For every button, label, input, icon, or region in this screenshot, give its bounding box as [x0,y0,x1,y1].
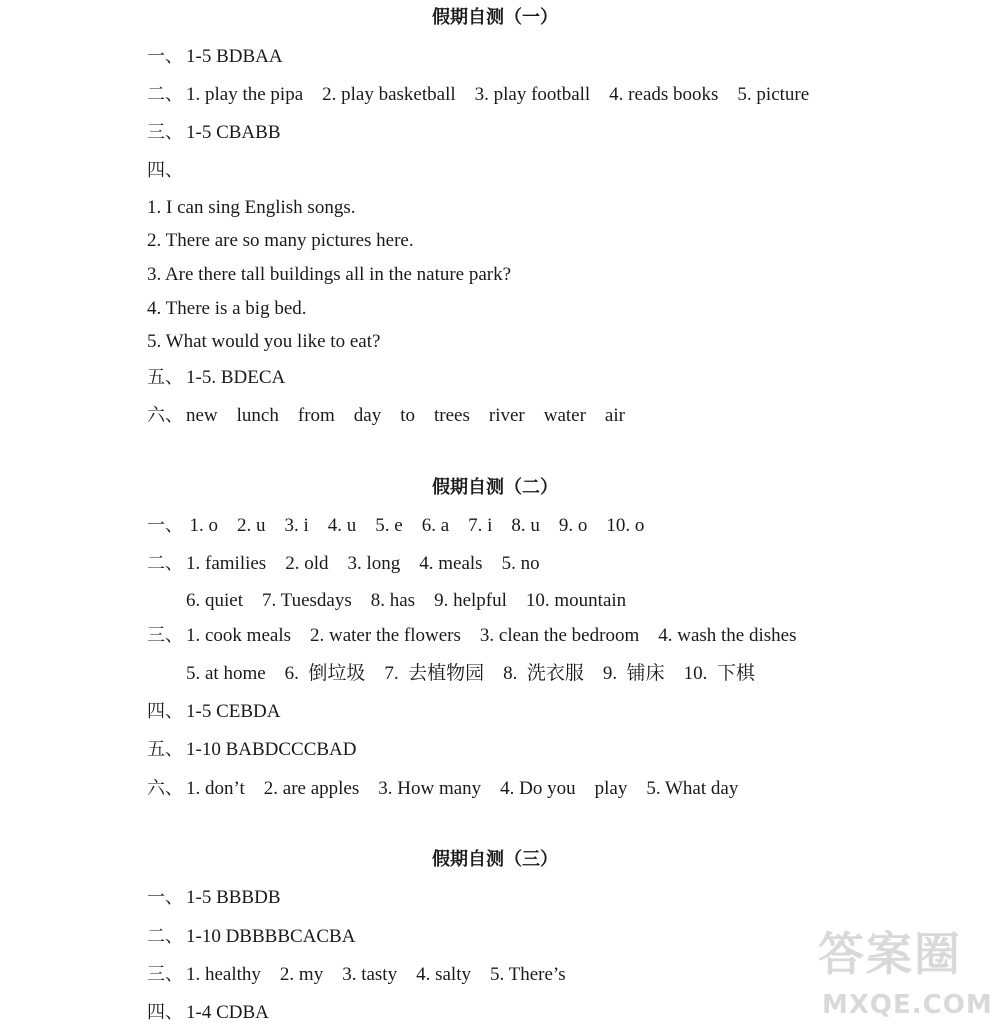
answer-line: 5. at home 6. 倒垃圾 7. 去植物园 8. 洗衣服 9. 铺床 10. 下棋 [186,663,755,684]
watermark [800,918,1000,1027]
answer-line: 1. healthy 2. my 3. tasty 4. salty 5. There’s [186,964,566,985]
answer-line: 1-10 BABDCCCBAD [186,739,357,760]
question-marker: 一、 [147,46,183,67]
question-marker: 三、 [147,625,183,646]
answer-line: 1. families 2. old 3. long 4. meals 5. no [186,553,540,574]
answer-line: 1-5 CEBDA [186,701,281,722]
answer-line: 1-5 BBBDB [186,887,281,908]
question-marker: 二、 [147,926,183,947]
section-title: 假期自测（二） [432,477,558,498]
question-marker: 六、 [147,778,183,799]
answer-line: 1-5. BDECA [186,367,286,388]
question-marker: 二、 [147,84,183,105]
question-marker: 一、 [147,515,183,536]
answer-line: 1-5 BDBAA [186,46,283,67]
answer-line: 1. play the pipa 2. play basketball 3. play football 4. reads books 5. picture [186,84,810,105]
question-marker: 一、 [147,887,183,908]
answer-line: 1. cook meals 2. water the flowers 3. clean the bedroom 4. wash the dishes [186,625,797,646]
answer-line: 1. o 2. u 3. i 4. u 5. e 6. a 7. i 8. u 9. o 10. o [180,515,645,536]
question-marker: 五、 [147,367,183,388]
question-marker: 三、 [147,964,183,985]
answer-line: 4. There is a big bed. [147,298,307,319]
question-marker: 四、 [147,160,183,181]
watermark-url: MXQE.COM [822,990,993,1020]
answer-line: new lunch from day to trees river water air [186,405,625,426]
question-marker: 四、 [147,1002,183,1023]
question-marker: 五、 [147,739,183,760]
answer-line: 3. Are there tall buildings all in the nature park? [147,264,512,285]
question-marker: 四、 [147,701,183,722]
answer-line: 2. There are so many pictures here. [147,230,414,251]
question-marker: 二、 [147,553,183,574]
answer-line: 1-4 CDBA [186,1002,269,1023]
answer-line: 1. don’t 2. are apples 3. How many 4. Do you play 5. What day [186,778,739,799]
answer-line: 1-5 CBABB [186,122,281,143]
question-marker: 三、 [147,122,183,143]
answer-line: 1. I can sing English songs. [147,197,356,218]
answer-line: 5. What would you like to eat? [147,331,381,352]
answer-line: 1-10 DBBBBCACBA [186,926,356,947]
section-title: 假期自测（一） [432,7,558,28]
question-marker: 六、 [147,405,183,426]
watermark-logo: 答案圈 [818,927,962,981]
section-title: 假期自测（三） [432,849,558,870]
answer-line: 6. quiet 7. Tuesdays 8. has 9. helpful 10. mountain [186,590,627,611]
